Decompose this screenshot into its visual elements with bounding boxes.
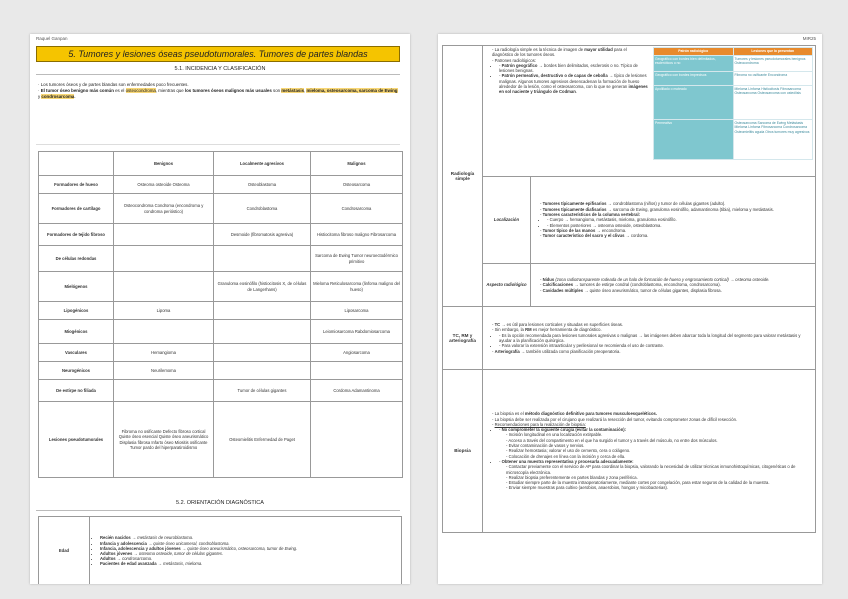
list-item: - La biopsia es el método diagnóstico definitivo para tumores musculoesqueléticos. <box>492 411 813 416</box>
inset-pattern: Geográfico con bordes bien delimitados, escleróticos o no <box>654 56 734 72</box>
cell-benign <box>114 246 214 272</box>
cell-malignant: Leiomiosarcoma Rabdomiosarcoma <box>311 320 403 344</box>
list-item: - TC → es útil para lesiones corticales y situadas en superficies óseas. <box>492 322 813 327</box>
cell-benign <box>114 224 214 246</box>
intro-text <box>38 82 400 100</box>
list-item: - La biopsia debe ser realizada por el cirujano que realizará la resección del tumor, evitando comprometer zonas de difícil resección. <box>492 417 813 422</box>
divider <box>36 74 400 75</box>
cell-aggressive <box>214 246 311 272</box>
inset-header: Lesiones que lo presentan <box>733 48 813 56</box>
row-label: Neurogénicos <box>39 362 114 380</box>
inset-lesions: Fibroma no osificante Encondroma <box>733 72 813 86</box>
list-item: • Adultos jóvenes → osteoma osteoide, tumor de células gigantes. <box>100 551 399 556</box>
author-name: Raquel Ganpan <box>36 36 68 41</box>
inset-lesions: Tumores y lesiones pseudotumorales benignos Osteocondroma <box>733 56 813 72</box>
cell-benign: Neurilemoma <box>114 362 214 380</box>
table-header: Benignos <box>114 152 214 176</box>
cell-benign <box>114 272 214 302</box>
sub-row-label: Aspecto radiológico <box>483 264 531 307</box>
row-label: Radiología simple <box>443 46 483 307</box>
row-label: De células redondas <box>39 246 114 272</box>
list-item: - Arteriografía → también utilizada como planificación preoperatoria. <box>492 349 813 354</box>
cell-malignant: Mieloma Reticulosarcoma (linfoma maligno del hueso) <box>311 272 403 302</box>
table-header: Localmente agresivos <box>214 152 311 176</box>
list-item: - Incisión longitudinal en una localización extirpable. <box>506 432 813 437</box>
page-code: MIR25 <box>802 36 816 41</box>
localization-cell <box>531 177 816 264</box>
list-item: - Evitar contaminación de vasos y nervios. <box>506 443 813 448</box>
inset-lesions: Mieloma Linfoma Histiocitosis Fibrosarcoma Osteosarcoma Osteosarcoma con osteólisis <box>733 86 813 120</box>
cell-aggressive: Osteomielitis Enfermedad de Paget <box>214 402 311 478</box>
list-item: - Contactar previamente con el servicio de AP para coordinar la biopsia, valorando la necesidad de utilizar técnicas inmunohistoquímicas, citogenéticas o de microscopía electrónica. <box>506 464 813 475</box>
table-row <box>443 307 816 370</box>
cell-malignant: Sarcoma de Ewing Tumor neuroectodérmico primitivo <box>311 246 403 272</box>
cell-aggressive: Desmoide (fibromatosis agresiva) <box>214 224 311 246</box>
table-row <box>39 176 403 194</box>
sub-row-label: Localización <box>483 177 531 264</box>
cell-aggressive <box>214 344 311 362</box>
row-label: Lesiones pseudotumorales <box>39 402 114 478</box>
table-row <box>39 344 403 362</box>
list-item: - • Patrón permeativo, destructivo o de capas de cebolla → típico de lesiones malignas. Algunos tumores agresivos desencadenan la formación de hueso alrededor de la lesión, como el osteosarcoma, con lo que se generan imágenes en sol naciente y triángulo de Codman. <box>499 73 813 94</box>
inset-pattern: Permeativo <box>654 120 734 160</box>
list-item: • Infancia, adolescencia y adultos jóvenes → quiste óseo aneurismático, osteosarcoma, tumor de Ewing. <box>100 546 399 551</box>
list-item: - Cavidades múltiples → quiste óseo aneurismático, tumor de células gigantes, displasia fibrosa. <box>540 288 813 293</box>
cell-benign: Fibroma no osificante Defecto fibroso cortical Quiste óseo esencial Quiste óseo aneurismático Displasia fibrosa Infarto óseo Miositis osificante Tumor pardo del hiperparatiroidismo <box>114 402 214 478</box>
cell-malignant: Cordoma Adamantinoma <box>311 380 403 402</box>
cell-malignant <box>311 402 403 478</box>
list-item: - Acceso a través del compartimento en el que ha surgido el tumor y a través del músculo, no entre dos músculos. <box>506 438 813 443</box>
table-header: Malignos <box>311 152 403 176</box>
row-label: Vasculares <box>39 344 114 362</box>
section-heading-diagnosis: 5.2. ORIENTACIÓN DIAGNÓSTICA <box>176 500 264 506</box>
table-row <box>443 177 816 264</box>
table-row <box>39 272 403 302</box>
table-row <box>39 246 403 272</box>
cell-benign <box>114 380 214 402</box>
list-item: - Realizar hemostasia; valorar el uso de cemento, cera o colágeno. <box>506 448 813 453</box>
list-item: - • Obtener una muestra representativa y procesarla adecuadamente: - Contactar previamente con el servicio de AP para coordinar la biopsia, valorando la necesidad de utilizar técnicas inmunohistoquímicas, citogenéticas o de microscopía electrónica. - Realizar biopsia preferentemente en partes blandas y zona periférica. - Estudiar siempre parte de la muestra intraoperatoriamente, mediante cortes por congelación, para estar seguros de la calidad de la muestra. - Enviar siempre muestras para cultivo (aerobios, anaerobios, hongos y micobacterias). <box>499 459 813 491</box>
cell-aggressive: Tumor de células gigantes <box>214 380 311 402</box>
list-item: - Nidus (zona radiotransparente rodeada de un halo de formación de hueso y engrosamiento cortical) → osteoma osteoide. <box>540 277 813 282</box>
table-row <box>39 380 403 402</box>
list-item: - La radiología simple es la técnica de imagen de mayor utilidad para el diagnóstico de los tumores óseos. <box>492 47 813 58</box>
list-item: - Estudiar siempre parte de la muestra intraoperatoriamente, mediante cortes por congelación, para estar seguros de la calidad de la muestra. <box>506 480 813 485</box>
list-item: - • Patrón geográfico → bordes bien delimitados, esclerosis o no. Típico de lesiones benignas. <box>499 63 813 74</box>
chapter-title: 5. Tumores y lesiones óseas pseudotumorales. Tumores de partes blandas <box>36 46 400 62</box>
cell-aggressive <box>214 302 311 320</box>
left-page <box>30 34 410 584</box>
divider <box>36 510 400 511</box>
list-item: - Tumor característico del sacro y el clivus → cordoma. <box>540 233 813 238</box>
table-row <box>39 302 403 320</box>
list-item: • Pacientes de edad avanzada → metástasis, mieloma. <box>100 561 399 566</box>
table-header-row <box>39 152 403 176</box>
table-row <box>39 517 402 585</box>
list-item: • Adultos → condrosarcoma. <box>100 556 399 561</box>
diagnosis-table-continued <box>442 45 816 533</box>
row-label: Formadores de cartílago <box>39 194 114 224</box>
cell-aggressive: Granuloma eosinófilo (histiocitosis X, de células de Langerhans) <box>214 272 311 302</box>
list-item: - Tumores típicamente diafisarios → sarcoma de Ewing, granuloma eosinófilo, adamantinoma (tibia), mieloma y metástasis. <box>540 207 813 212</box>
intro-line-2: · El tumor óseo benigno más común es el osteocondroma, mientras que los tumores óseos malignos más usuales son metástasis, mieloma, osteosarcoma, sarcoma de Ewing y condrosarcoma. <box>38 88 398 99</box>
cell-benign: Osteocondroma Condroma (encondroma y condroma perióstico) <box>114 194 214 224</box>
row-label: Edad <box>39 517 90 585</box>
list-item: • Recién nacidos → metástasis de neuroblastoma. <box>100 535 399 540</box>
intro-line-1: · Los tumores óseos y de partes blandas son enfermedades poco frecuentes. <box>38 82 189 87</box>
list-item: - Tumores característicos de la columna vertebral: - • Cuerpo → hemangioma, metástasis, mieloma, granuloma eosinófilo. - • Elementos posteriores → osteoma osteoide, osteoblastoma. <box>540 212 813 228</box>
list-item: - • Elementos posteriores → osteoma osteoide, osteoblastoma. <box>547 223 813 228</box>
cell-malignant: Liposarcoma <box>311 302 403 320</box>
imaging-cell <box>483 307 816 370</box>
list-item: - • Es la opción recomendada para lesiones tumorales agresivas o malignas → las imágenes deben abarcar toda la longitud del segmento para valorar metástasis y ayudar a la planificación quirúrgica. <box>499 333 813 344</box>
row-label: Formadores de tejido fibroso <box>39 224 114 246</box>
table-row <box>39 362 403 380</box>
biopsy-cell <box>483 370 816 533</box>
list-item: - Sin embargo, la RM es mejor herramienta de diagnóstico. - • Es la opción recomendada para lesiones tumorales agresivas o malignas → las imágenes deben abarcar toda la longitud del segmento para valorar metástasis y ayudar a la planificación quirúrgica. - • Para valorar la extensión intraarticular y perilesional se recomienda el uso de contraste. <box>492 327 813 348</box>
row-label: Lipogénicos <box>39 302 114 320</box>
list-item: - Patrones radiológicos: - • Patrón geográfico → bordes bien delimitados, esclerosis o no. Típico de lesiones benignas. - • Patrón permeativo, destructivo o de capas de cebolla → típico de lesiones malignas. Algunos tumores agresivos desencadenan la formación de hueso alrededor de la lesión, como el osteosarcoma, con lo que se generan imágenes en sol naciente y triángulo de Codman. <box>492 58 813 95</box>
cell-benign: Hemangioma <box>114 344 214 362</box>
cell-aggressive: Condroblastoma <box>214 194 311 224</box>
section-heading-incidence: 5.1. INCIDENCIA Y CLASIFICACIÓN <box>174 66 266 72</box>
radiology-intro-cell <box>483 46 816 177</box>
cell-aggressive: Osteoblastoma <box>214 176 311 194</box>
inset-lesions: Osteosarcoma Sarcoma de Ewing Metástasis Mieloma Linfoma Fibrosarcoma Condrosarcoma Osteomielitis aguda Otros tumores muy agresivos <box>733 120 813 160</box>
inset-pattern: Apolillado o moteado <box>654 86 734 120</box>
age-list-cell <box>90 517 402 585</box>
row-label: Biopsia <box>443 370 483 533</box>
diagnosis-table <box>38 516 402 584</box>
cell-benign: Lipoma <box>114 302 214 320</box>
divider <box>36 144 400 145</box>
row-label: De estirpe no filiada <box>39 380 114 402</box>
row-label: TC, RM y arteriografía <box>443 307 483 370</box>
cell-malignant: Osteosarcoma <box>311 176 403 194</box>
list-item: - • No comprometer la siguiente cirugía (evitar la contaminación): - Incisión longitudinal en una localización extirpable. - Acceso a través del compartimento en el que ha surgido el tumor y a través del músculo, no entre dos músculos. - Evitar contaminación de vasos y nervios. - Realizar hemostasia; valorar el uso de cemento, cera o colágeno. - Colocación de drenajes en línea con la incisión y cerca de ella. <box>499 427 813 459</box>
table-row <box>39 402 403 478</box>
row-label: Formadores de hueso <box>39 176 114 194</box>
classification-table <box>38 151 403 478</box>
table-row <box>443 46 816 177</box>
cell-malignant: Histiocitoma fibroso maligno Fibrosarcoma <box>311 224 403 246</box>
cell-benign <box>114 320 214 344</box>
list-item: - Calcificaciones → tumores de estirpe condral (condroblastoma, encondroma, condrosarcoma). <box>540 282 813 287</box>
right-page <box>438 34 822 584</box>
list-item: - Enviar siempre muestras para cultivo (aerobios, anaerobios, hongos y micobacterias). <box>506 485 813 490</box>
inset-header: Patrón radiológico <box>654 48 734 56</box>
inset-pattern: Geográfico con bordes imprecisos <box>654 72 734 86</box>
list-item: - • Cuerpo → hemangioma, metástasis, mieloma, granuloma eosinófilo. <box>547 217 813 222</box>
table-row <box>39 320 403 344</box>
list-item: - Colocación de drenajes en línea con la incisión y cerca de ella. <box>506 454 813 459</box>
list-item: - Tumores típicamente epifisarios → condroblastoma (niños) y tumor de células gigantes (adulto). <box>540 201 813 206</box>
list-item: - Realizar biopsia preferentemente en partes blandas y zona periférica. <box>506 475 813 480</box>
cell-malignant <box>311 362 403 380</box>
cell-malignant: Angiosarcoma <box>311 344 403 362</box>
table-row <box>39 194 403 224</box>
list-item: • Infancia y adolescencia → quiste óseo unicameral, condroblastoma. <box>100 541 399 546</box>
list-item: - Tumor típico de las manos → encondroma. <box>540 228 813 233</box>
table-row <box>443 370 816 533</box>
radiology-pattern-table <box>653 47 813 160</box>
cell-aggressive <box>214 362 311 380</box>
table-header <box>39 152 114 176</box>
list-item: - Recomendaciones para la realización de biopsia: - • No comprometer la siguiente cirugía (evitar la contaminación): - Incisión longitudinal en una localización extirpable. - Acceso a través del compartimento en el que ha surgido el tumor y a través del músculo, no entre dos músculos. - Evitar contaminación de vasos y nervios. - Realizar hemostasia; valorar el uso de cemento, cera o colágeno. - Colocación de drenajes en línea con la incisión y cerca de ella. - • Obtener una muestra representativa y procesarla adecuadamente: - Contactar previamente con el servicio de AP para coordinar la biopsia, valorando la necesidad de utilizar técnicas inmunohistoquímicas, citogenéticas o de microscopía electrónica. - Realizar biopsia preferentemente en partes blandas y zona periférica. - Estudiar siempre parte de la muestra intraoperatoriamente, mediante cortes por congelación, para estar seguros de la calidad de la muestra. - Enviar siempre muestras para cultivo (aerobios, anaerobios, hongos y micobacterias). <box>492 422 813 491</box>
list-item: - • Para valorar la extensión intraarticular y perilesional se recomienda el uso de contraste. <box>499 343 813 348</box>
cell-aggressive <box>214 320 311 344</box>
row-label: Miogénicos <box>39 320 114 344</box>
table-row <box>443 264 816 307</box>
row-label: Mielógenos <box>39 272 114 302</box>
cell-benign: Osteoma osteoide Osteoma <box>114 176 214 194</box>
table-row <box>39 224 403 246</box>
aspect-cell <box>531 264 816 307</box>
cell-malignant: Condrosarcoma <box>311 194 403 224</box>
